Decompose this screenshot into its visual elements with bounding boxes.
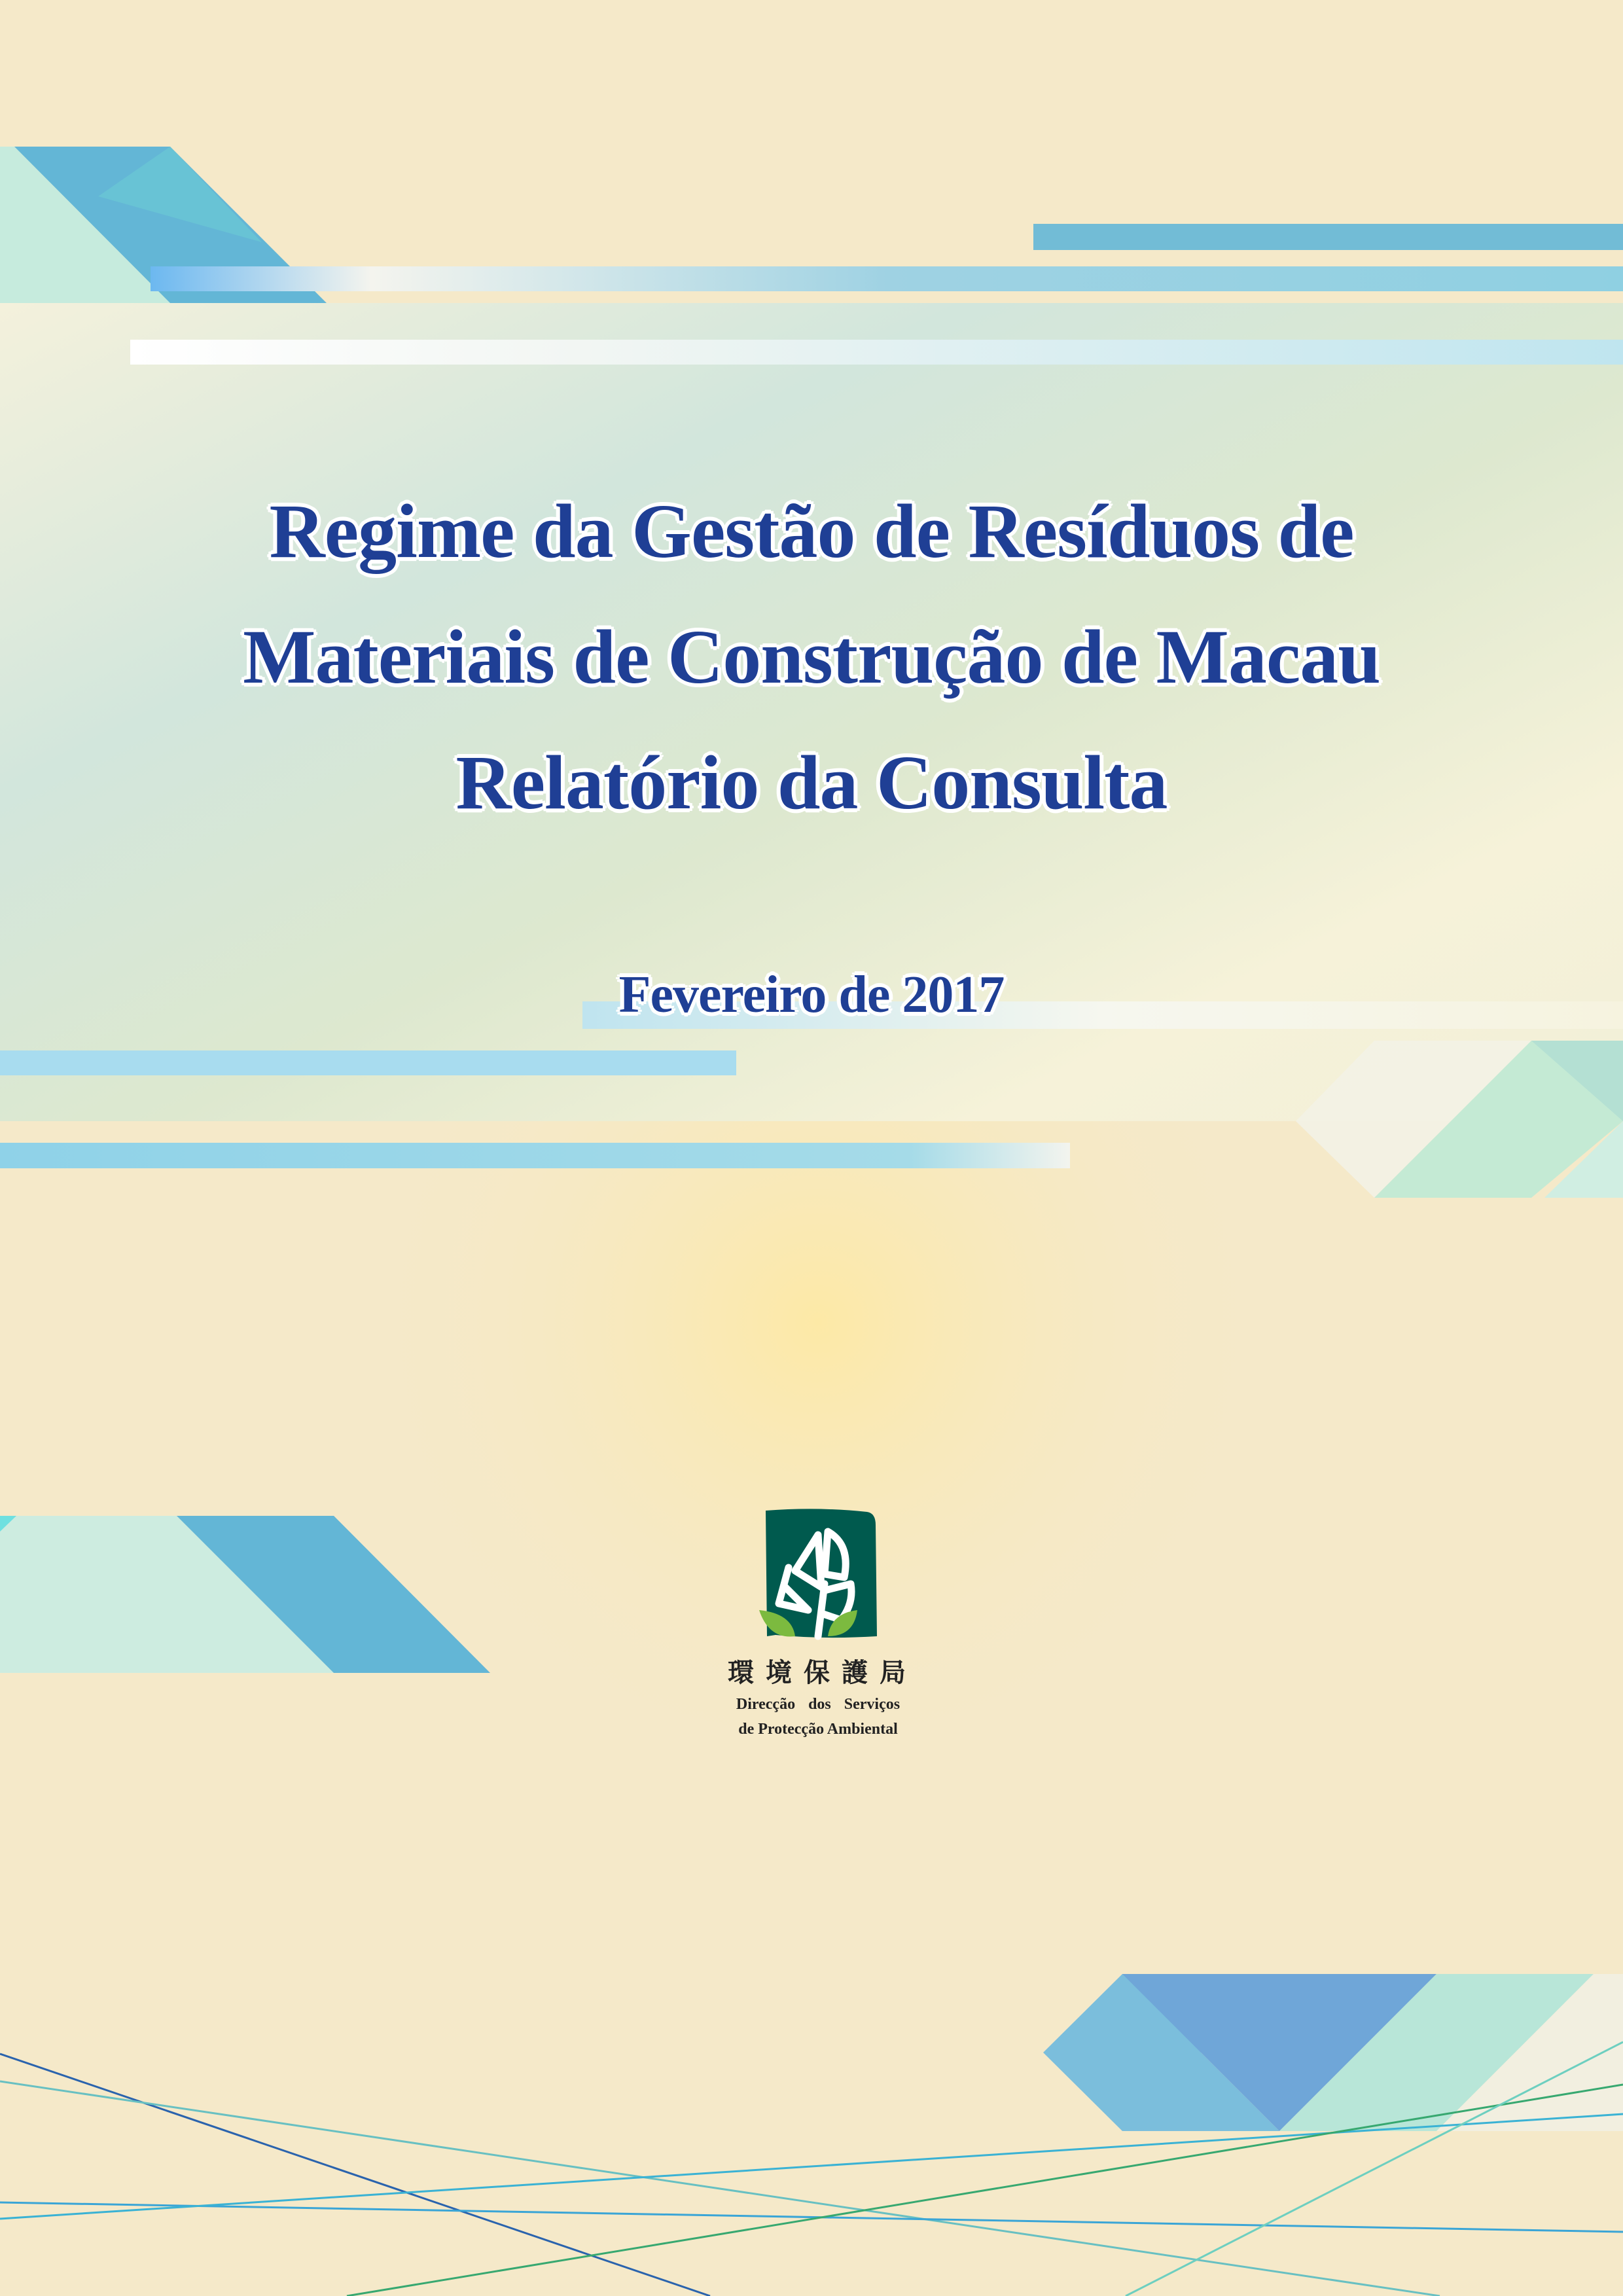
org-chinese-name: 環 境 保 護 局 <box>728 1658 908 1687</box>
org-name-line-1: Direcção dos Serviços <box>736 1696 901 1713</box>
publication-date: Fevereiro de 2017 <box>618 966 1005 1024</box>
org-name-line-2: de Protecção Ambiental <box>738 1721 898 1738</box>
title-line-2: Materiais de Construção de Macau <box>243 614 1380 700</box>
title-line-1: Regime da Gestão de Resíduos de <box>269 488 1354 574</box>
title-line-3: Relatório da Consulta <box>455 740 1168 825</box>
dspa-leaf-logo-icon <box>759 1505 883 1649</box>
